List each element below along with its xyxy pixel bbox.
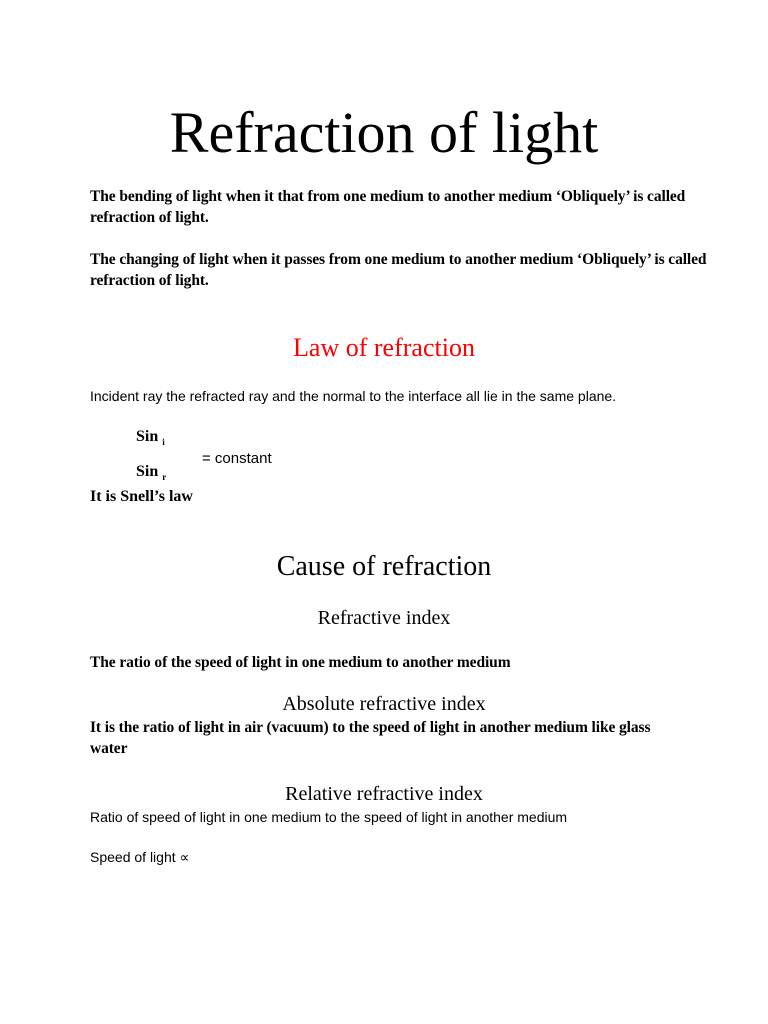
sin-r	[136, 462, 166, 487]
refractive-index-heading: Refractive index	[317, 607, 451, 629]
definition-changing: The changing of light when it passes from one medium to another medium ‘Obliquely’ is called refraction of light.	[90, 251, 707, 289]
speed-of-light-proportional: Speed of light ∝	[90, 849, 190, 865]
absolute-index-heading: Absolute refractive index	[282, 693, 486, 715]
equals-constant: = constant	[202, 450, 272, 467]
sin-r-subscript: r	[162, 472, 167, 483]
relative-index-text: Ratio of speed of light in one medium to the speed of light in another medium	[90, 809, 568, 825]
law-statement: Incident ray the refracted ray and the normal to the interface all lie in the same plane.	[90, 388, 617, 404]
snells-law: It is Snell’s law	[90, 488, 193, 505]
sin-i-subscript: i	[162, 437, 165, 448]
sin-i-label: Sin	[136, 428, 159, 445]
relative-index-heading: Relative refractive index	[285, 783, 483, 805]
definition-bending: The bending of light when it that from one medium to another medium ‘Obliquely’ is called refraction of light.	[90, 188, 686, 226]
cause-heading: Cause of refraction	[276, 551, 492, 582]
refractive-index-text: The ratio of the speed of light in one medium to another medium	[90, 654, 511, 671]
absolute-index-text: It is the ratio of light in air (vacuum) to the speed of light in another medium like glass water	[90, 719, 651, 757]
page-title: Refraction of light	[169, 100, 599, 165]
law-heading: Law of refraction	[293, 333, 475, 362]
sin-r-label: Sin	[136, 463, 159, 480]
sin-i	[136, 427, 165, 452]
